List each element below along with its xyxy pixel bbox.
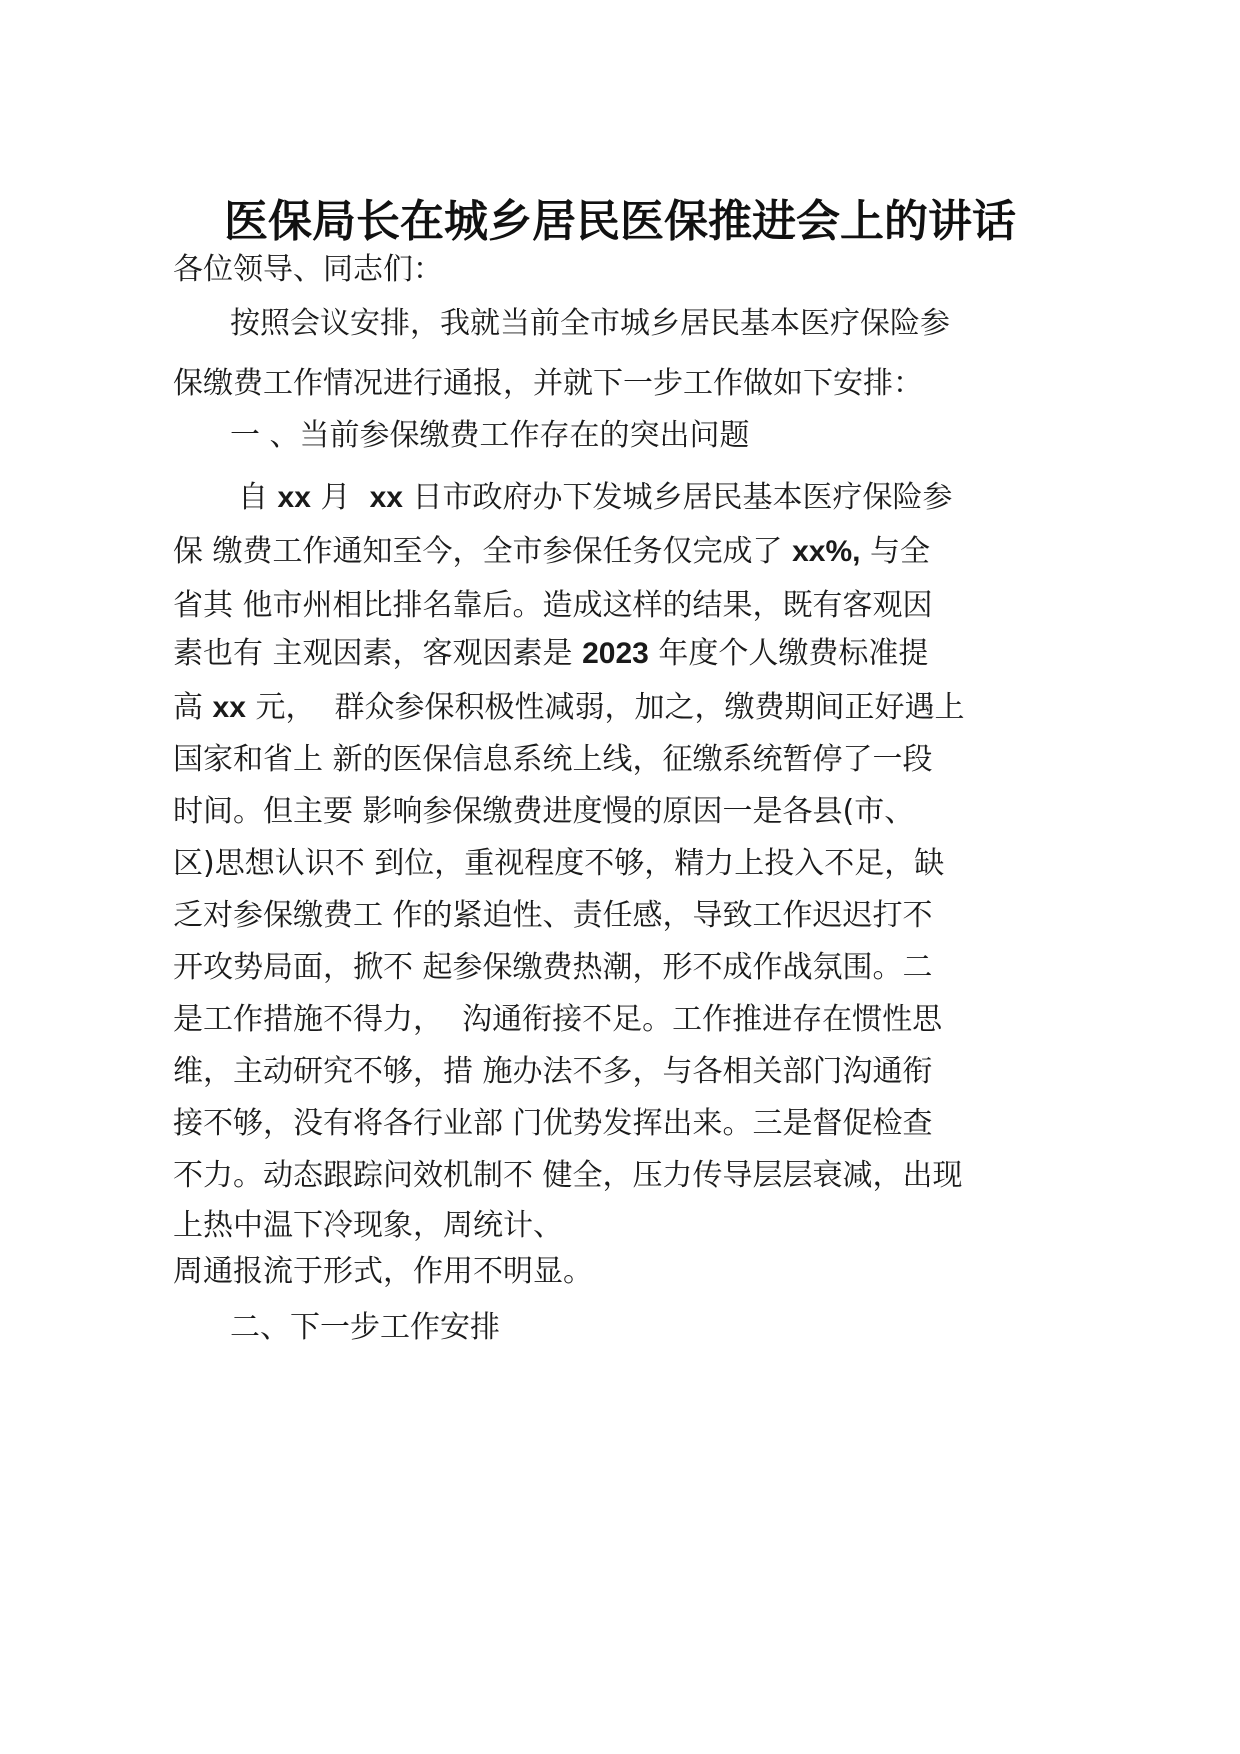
paragraph-line-10: 开攻势局面，掀不 起参保缴费热潮，形不成作战氛围。二 (173, 950, 933, 985)
document-title: 医保局长在城乡居民医保推进会上的讲话 (224, 196, 1016, 247)
paragraph-line-1: 自 xx 月 xx 日市政府办下发城乡居民基本医疗保险参 (238, 480, 953, 515)
paragraph-line-13: 接不够，没有将各行业部 门优势发挥出来。三是督促检查 (173, 1106, 933, 1141)
paragraph-line-14: 不力。动态跟踪问效机制不 健全，压力传导层层衰减，出现 (173, 1158, 963, 1193)
paragraph-line-9: 乏对参保缴费工 作的紧迫性、责任感，导致工作迟迟打不 (173, 898, 933, 933)
paragraph-line-16: 周通报流于形式，作用不明显。 (173, 1254, 593, 1289)
paragraph-line-3: 省其 他市州相比排名靠后。造成这样的结果，既有客观因 (173, 588, 933, 623)
intro-line-2: 保缴费工作情况进行通报，并就下一步工作做如下安排： (173, 366, 923, 401)
paragraph-line-5: 高 xx 元， 群众参保积极性减弱，加之，缴费期间正好遇上 (173, 690, 965, 725)
paragraph-line-15: 上热中温下冷现象，周统计、 (173, 1208, 563, 1243)
section-heading-2: 二、下一步工作安排 (230, 1310, 500, 1345)
paragraph-line-4: 素也有 主观因素，客观因素是 2023 年度个人缴费标准提 (173, 636, 929, 671)
paragraph-line-7: 时间。但主要 影响参保缴费进度慢的原因一是各县(市、 (173, 794, 915, 829)
paragraph-line-11: 是工作措施不得力， 沟通衔接不足。工作推进存在惯性思 (173, 1002, 943, 1037)
intro-line-1: 按照会议安排，我就当前全市城乡居民基本医疗保险参 (230, 306, 950, 341)
paragraph-line-8: 区)思想认识不 到位，重视程度不够，精力上投入不足，缺 (173, 846, 945, 881)
paragraph-line-6: 国家和省上 新的医保信息系统上线，征缴系统暂停了一段 (173, 742, 933, 777)
paragraph-line-2: 保 缴费工作通知至今，全市参保任务仅完成了 xx%, 与全 (173, 534, 931, 569)
paragraph-line-12: 维，主动研究不够，措 施办法不多，与各相关部门沟通衔 (173, 1054, 933, 1089)
salutation: 各位领导、同志们： (173, 252, 443, 287)
section-heading-1: 一 、当前参保缴费工作存在的突出问题 (230, 418, 750, 453)
